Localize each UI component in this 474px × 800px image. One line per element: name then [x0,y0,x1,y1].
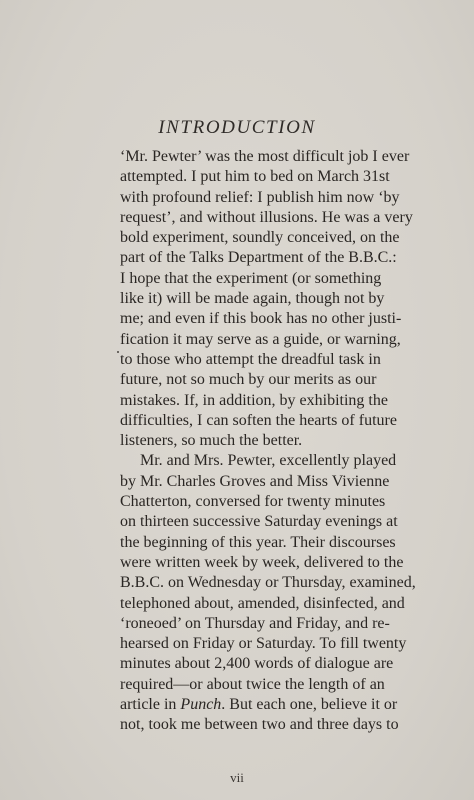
text-line: the beginning of this year. Their discourses [120,533,396,551]
text-line: telephoned about, amended, disinfected, and [120,594,405,612]
text-line: were written week by week, delivered to the [120,553,404,571]
text-line: future, not so much by our merits as our [120,371,377,389]
text-line: fication it may serve as a guide, or warning, [120,330,401,348]
body-text [120,147,416,736]
text-line: request’, and without illusions. He was a very [120,208,413,226]
paragraph-2 [120,451,416,735]
text-line: with profound relief: I publish him now ‘by [120,188,400,206]
text-line: article in Punch. But each one, believe it or [120,696,398,714]
text-line: I hope that the experiment (or something [120,269,382,287]
text-line: difficulties, I can soften the hearts of future [120,411,397,429]
text-line: ‘roneoed’ on Thursday and Friday, and re- [120,614,390,632]
text-line: required—or about twice the length of an [120,675,385,693]
text-line: not, took me between two and three days to [120,716,399,734]
text-line: bold experiment, soundly conceived, on the [120,229,400,247]
text-line: hearsed on Friday or Saturday. To fill twenty [120,635,407,653]
text-line: Mr. and Mrs. Pewter, excellently played [140,452,397,470]
text-line: to those who attempt the dreadful task in [120,350,381,368]
chapter-heading: INTRODUCTION [158,117,316,138]
text-line: attempted. I put him to bed on March 31st [120,168,390,186]
text-line: mistakes. If, in addition, by exhibiting the [120,391,388,409]
margin-mark [117,351,119,353]
page-number: vii [230,770,244,785]
text-line: Chatterton, conversed for twenty minutes [120,493,386,511]
text-line: ‘Mr. Pewter’ was the most difficult job I ever [120,148,410,165]
text-line: listeners, so much the better. [120,432,303,450]
text-line: part of the Talks Department of the B.B.C.: [120,249,397,267]
text-line: by Mr. Charles Groves and Miss Vivienne [120,472,390,490]
paragraph-1 [120,147,413,451]
text-line: B.B.C. on Wednesday or Thursday, examined, [120,574,416,592]
text-line: me; and even if this book has no other justi- [120,310,402,328]
text-line: minutes about 2,400 words of dialogue are [120,655,394,673]
text-line: on thirteen successive Saturday evenings at [120,513,398,531]
text-line: like it) will be made again, though not by [120,290,385,308]
